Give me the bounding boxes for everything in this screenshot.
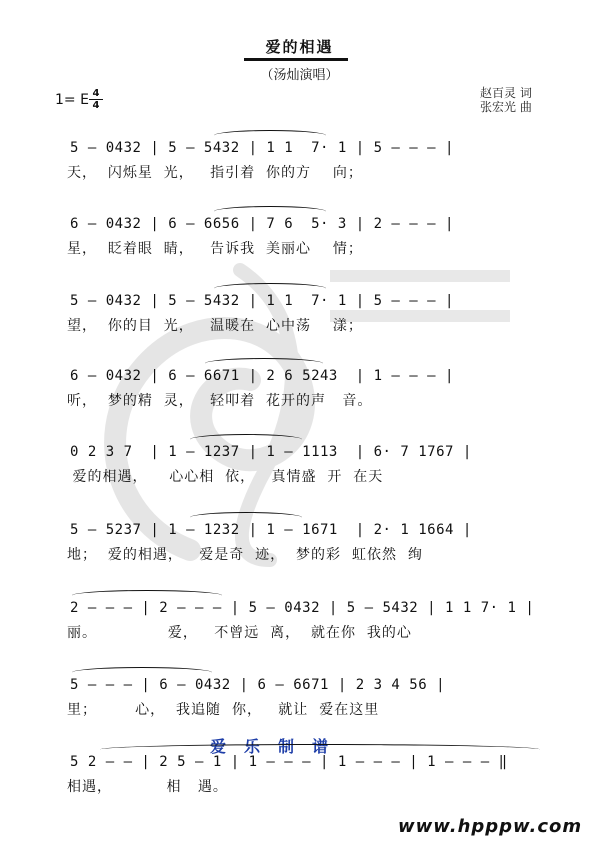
lyric-line: 听， 梦的精 灵， 轻叩着 花开的声 音。 (67, 393, 373, 409)
lyric-line: 爱的相遇， 心心相 依， 真情盛 开 在天 (67, 469, 384, 485)
notation-line: 5 2 – – | 2 5 – 1 | 1 – – – | 1 – – – | 1 – – – ‖ (70, 754, 508, 770)
notation-line: 6 – 0432 | 6 – 6656 | 7 6 5· 3 | 2 – – – | (70, 216, 454, 232)
website-watermark: www.hpppw.com (398, 816, 583, 837)
lyric-line: 地； 爱的相遇， 爱是奇 迹， 梦的彩 虹依然 绚 (67, 547, 423, 563)
lyric-line: 丽。 爱， 不曾远 离， 就在你 我的心 (67, 625, 412, 641)
lyric-line: 里； 心， 我追随 你， 就让 爱在这里 (67, 702, 380, 718)
lyric-line: 相遇， 相 遇。 (67, 779, 228, 795)
composer-credit: 张宏光 曲 (480, 100, 532, 114)
time-signature-bottom: 4 (89, 99, 103, 111)
arranger-stamp: 爱乐制谱 (210, 737, 347, 756)
title-underline (244, 58, 348, 61)
key-signature: 1= E (55, 92, 89, 108)
lyricist-credit: 赵百灵 词 (480, 86, 532, 100)
notation-line: 0 2 3 7 | 1 – 1237 | 1 – 1113 | 6· 7 1767 | (70, 444, 472, 460)
notation-line: 5 – – – | 6 – 0432 | 6 – 6671 | 2 3 4 56 | (70, 677, 446, 693)
singer-credit: （汤灿演唱） (260, 68, 339, 83)
song-title: 爱的相遇 (265, 38, 334, 56)
lyric-line: 天， 闪烁星 光， 指引着 你的方 向； (67, 165, 363, 181)
notation-line: 6 – 0432 | 6 – 6671 | 2 6 5243 | 1 – – – | (70, 368, 454, 384)
lyric-line: 星， 眨着眼 睛， 告诉我 美丽心 情； (67, 241, 363, 257)
notation-line: 5 – 0432 | 5 – 5432 | 1 1 7· 1 | 5 – – – | (70, 140, 454, 156)
notation-line: 5 – 5237 | 1 – 1232 | 1 – 1671 | 2· 1 1664 | (70, 522, 472, 538)
notation-line: 2 – – – | 2 – – – | 5 – 0432 | 5 – 5432 | 1 1 7· 1 | (70, 600, 535, 616)
notation-line: 5 – 0432 | 5 – 5432 | 1 1 7· 1 | 5 – – – | (70, 293, 454, 309)
time-signature (89, 88, 103, 111)
lyric-line: 望， 你的目 光， 温暖在 心中荡 漾； (67, 318, 363, 334)
time-signature-top: 4 (92, 88, 100, 99)
